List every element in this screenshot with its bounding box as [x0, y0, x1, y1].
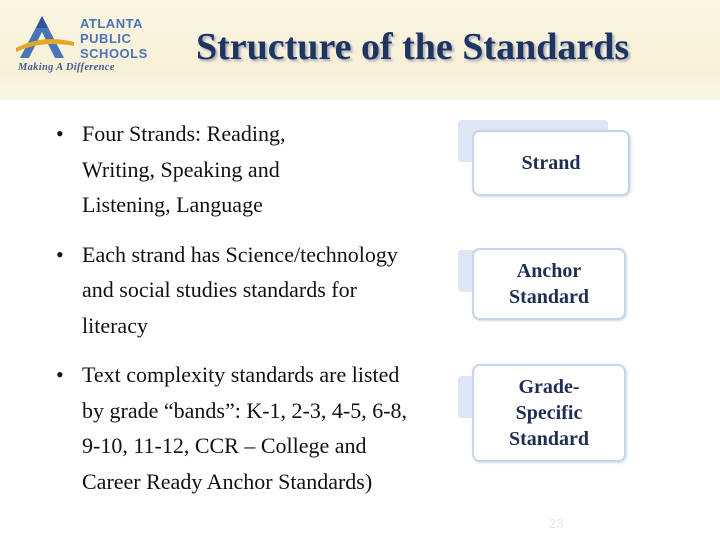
logo-tagline: Making A Difference — [18, 62, 115, 73]
atlanta-public-schools-logo — [14, 12, 149, 78]
bullet-text: Text complexity standards are listed by grade “bands”: K-1, 2-3, 4-5, 6-8, 9-10, 11-12, CCR – College and Career Ready Anchor Standards) — [82, 362, 408, 494]
bullet-item — [52, 357, 422, 499]
logo-line-public: PUBLIC — [80, 31, 132, 46]
logo-line-schools: SCHOOLS — [80, 46, 148, 61]
bullet-item — [52, 116, 422, 223]
bullet-dot-icon: • — [56, 241, 64, 267]
bullet-text: Each strand has Science/technology and social studies standards for literacy — [82, 241, 398, 338]
grade-specific-standard-box: Grade-Specific Standard — [472, 364, 626, 462]
logo-line-atlanta: ATLANTA — [80, 16, 143, 31]
slide-title: Structure of the Standards — [196, 26, 630, 68]
bullet-dot-icon: • — [56, 121, 64, 146]
page-number: 23 — [549, 516, 564, 531]
bullet-list — [52, 116, 422, 513]
bullet-item — [52, 237, 422, 344]
logo-a-mark-icon — [14, 12, 76, 62]
strand-box: Strand — [472, 130, 630, 196]
anchor-standard-box: Anchor Standard — [472, 248, 626, 320]
bullet-dot-icon: • — [56, 362, 64, 387]
bullet-text: Four Strands: Reading, Writing, Speaking and Listening, Language — [82, 121, 286, 217]
